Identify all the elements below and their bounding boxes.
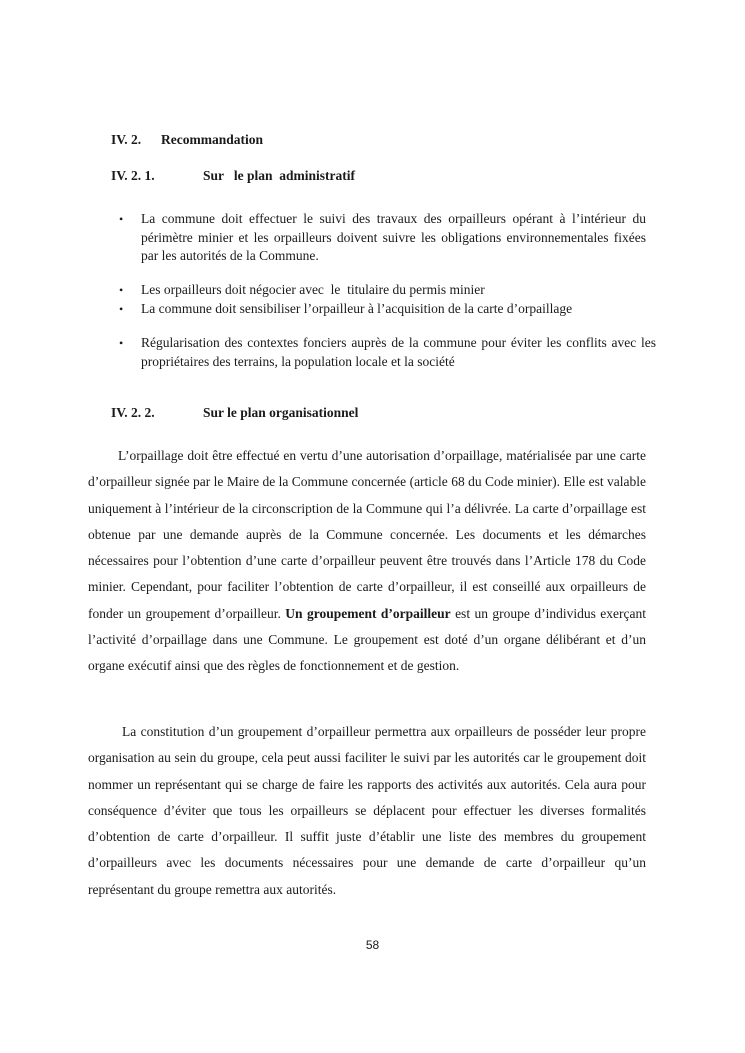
bullet-icon: • bbox=[119, 283, 124, 297]
page-number: 58 bbox=[365, 938, 380, 952]
heading-recommandation bbox=[111, 132, 263, 148]
paragraph-text: est un groupe d’individus exerçant l’activité d’orpaillage dans une Commune. Le groupement est doté d’un organe délibérant et d’un organe exécutif ainsi que des règles de fonctionnement et de gestion. bbox=[88, 605, 646, 674]
heading-title: Recommandation bbox=[161, 132, 263, 147]
bullet-icon: • bbox=[119, 336, 124, 350]
bullet-icon: • bbox=[119, 301, 124, 316]
paragraph-groupement bbox=[88, 719, 646, 903]
heading-number: IV. 2. 2. bbox=[111, 405, 155, 420]
list-item bbox=[111, 300, 646, 319]
list-item-text: Les orpailleurs doit négocier avec le titulaire du permis minier bbox=[141, 282, 485, 297]
bullet-list-administratif-3 bbox=[111, 334, 656, 371]
heading-number: IV. 2. 1. bbox=[111, 168, 155, 183]
heading-title: Sur le plan administratif bbox=[203, 168, 356, 183]
bullet-list-administratif-1 bbox=[111, 210, 646, 266]
heading-plan-administratif bbox=[111, 168, 355, 184]
list-item bbox=[111, 334, 656, 371]
paragraph-text: L’orpaillage doit être effectué en vertu d’une autorisation d’orpaillage, matérialisée par une carte d’orpailleur signée par le Maire de la Commune concernée (article 68 du Code minier). Elle est valable uniquement à l’intérieur de la circonscription de la Commune qui l’a délivrée. La carte d’orpaillage est obtenue par une demande auprès de la Commune concernée. Les documents et les démarches nécessaires pour l’obtention d’une carte d’orpailleur peuvent être trouvés dans l’Article 178 du Code minier. Cependant, pour faciliter l’obtention de carte d’orpailleur, il est conseillé aux orpailleurs de fonder un groupement d’orpailleur. bbox=[88, 448, 646, 621]
list-item-text: Régularisation des contextes fonciers auprès de la commune pour éviter les conflits avec les propriétaires des terrains, la population locale et la société bbox=[141, 335, 656, 369]
bullet-icon: • bbox=[119, 212, 124, 226]
bullet-list-administratif-2 bbox=[111, 281, 646, 318]
list-item bbox=[111, 210, 646, 266]
heading-plan-organisationnel bbox=[111, 405, 358, 421]
list-item-text: La commune doit sensibiliser l’orpailleur à l’acquisition de la carte d’orpaillage bbox=[141, 300, 573, 316]
list-item bbox=[111, 281, 646, 300]
paragraph-bold-term: Un groupement d’orpailleur bbox=[285, 605, 451, 621]
heading-number: IV. 2. bbox=[111, 132, 142, 147]
paragraph-text: La constitution d’un groupement d’orpailleur permettra aux orpailleurs de posséder leur propre organisation au sein du groupe, cela peut aussi faciliter le suivi par les autorités car le groupement doit nommer un représentant qui se charge de faire les rapports des activités aux autorités. Cela aura pour conséquence d’éviter que tous les orpailleurs se déplacent pour effectuer les diverses formalités d’obtention de carte d’orpailleur. Il suffit juste d’établir une liste des membres du groupement d’orpailleurs avec les documents nécessaires pour une demande de carte d’orpailleur qu’un représentant du groupe remettra aux autorités. bbox=[88, 724, 646, 897]
heading-title: Sur le plan organisationnel bbox=[203, 405, 359, 420]
paragraph-carte-orpailleur bbox=[88, 443, 646, 680]
list-item-text: La commune doit effectuer le suivi des travaux des orpailleurs opérant à l’intérieur du périmètre minier et les orpailleurs doivent suivre les obligations environnementales fixées par les autorités de la Commune. bbox=[141, 211, 646, 263]
